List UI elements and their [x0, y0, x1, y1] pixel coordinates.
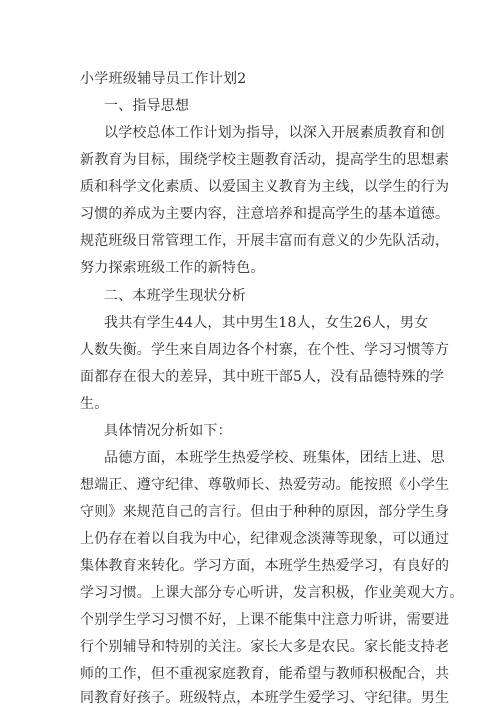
- paragraph-line: 个别学生学习习惯不好，上课不能集中注意力听讲，需要进: [80, 612, 450, 628]
- paragraph-line: 守则》来规范自己的言行。但由于种种的原因，部分学生身: [80, 504, 450, 520]
- section-heading-class-analysis: 二、本班学生现状分析: [104, 288, 246, 304]
- paragraph-line: 同教育好孩子。班级特点，本班学生爱学习、守纪律。男生: [80, 690, 450, 706]
- paragraph-line: 新教育为目标，围绕学校主题教育活动，提高学生的思想素: [80, 152, 450, 168]
- paragraph-line: 以学校总体工作计划为指导，以深入开展素质教育和创: [104, 125, 445, 141]
- paragraph-line: 习惯的养成为主要内容，注意培养和提高学生的基本道德。: [80, 206, 450, 222]
- paragraph-line: 规范班级日常管理工作，开展丰富而有意义的少先队活动，: [80, 233, 450, 249]
- paragraph-line: 集体教育来转化。学习方面，本班学生热爱学习，有良好的: [80, 558, 450, 574]
- paragraph-line: 质和科学文化素质、以爱国主义教育为主线，以学生的行为: [80, 179, 450, 195]
- section-heading-guiding-ideology: 一、指导思想: [104, 98, 190, 114]
- paragraph-line: 上仍存在着以自我为中心，纪律观念淡薄等现象，可以通过: [80, 531, 450, 547]
- paragraph-line: 面都存在很大的差异，其中班干部5人，没有品德特殊的学: [80, 369, 445, 385]
- paragraph-line: 想端正、遵守纪律、尊敬师长、热爱劳动。能按照《小学生: [80, 477, 450, 493]
- paragraph-line: 学习习惯。上课大部分专心听讲，发言积极，作业美观大方。: [80, 585, 464, 601]
- paragraph-line: 我共有学生44人，其中男生18人，女生26人，男女: [104, 315, 429, 331]
- paragraph-line: 行个别辅导和特别的关注。家长大多是农民。家长能支持老: [80, 639, 450, 655]
- paragraph-line: 具体情况分析如下：: [104, 423, 232, 439]
- paragraph-line: 人数失衡。学生来自周边各个村寨，在个性、学习习惯等方: [80, 342, 450, 358]
- paragraph-line: 品德方面，本班学生热爱学校、班集体，团结上进、思: [104, 450, 445, 466]
- paragraph-line: 师的工作，但不重视家庭教育，能希望与教师积极配合，共: [80, 666, 450, 682]
- paragraph-line: 生。: [80, 396, 109, 412]
- document-title: 小学班级辅导员工作计划2: [80, 71, 247, 87]
- paragraph-line: 努力探索班级工作的新特色。: [80, 260, 265, 276]
